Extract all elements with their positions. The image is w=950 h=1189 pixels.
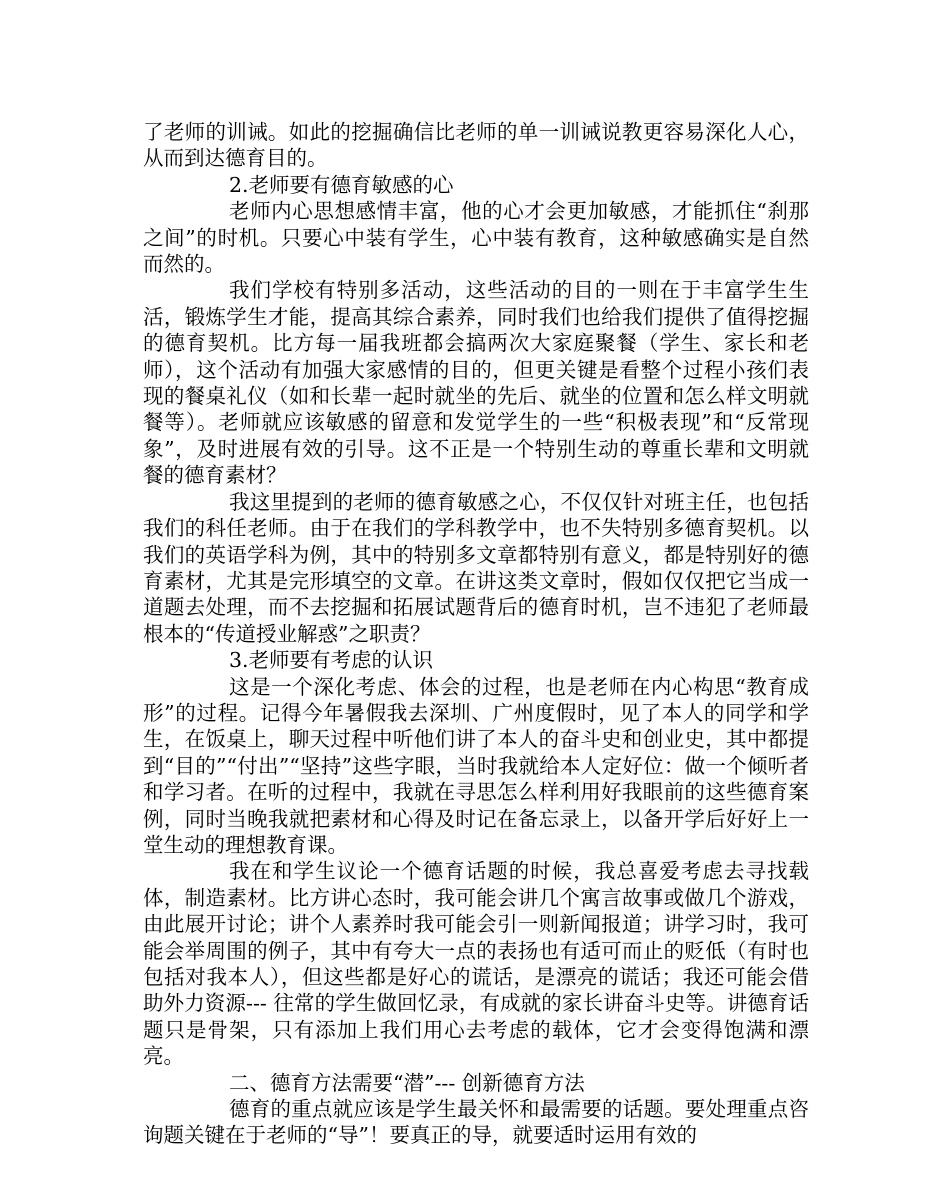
section-heading-reflection: 3.老师要有考虑的认识 bbox=[229, 648, 434, 673]
paragraph-subject-teachers: 我这里提到的老师的德育敏感之心，不仅仅针对班主任，也包括我们的科任老师。由于在我们的学科教学中，也不失特别多德育契机。以我们的英语学科为例，其中的特别多文章都特别有意义，都是特别好的德育素材，尤其是完形填空的文章。在讲这类文章时，假如仅仅把它当成一道题去处理，而不去挖掘和拓展试题背后的德育时机，岂不违犯了老师最根本的“传道授业解惑”之职责？ bbox=[143, 489, 809, 646]
section-heading-innovative-methods: 二、德育方法需要“潜”--- 创新德育方法 bbox=[229, 1070, 585, 1095]
section-heading-sensitive-heart: 2.老师要有德育敏感的心 bbox=[229, 172, 454, 197]
paragraph-discussion-carriers: 我在和学生议论一个德育话题的时候，我总喜爱考虑去寻找载体，制造素材。比方讲心态时，我可能会讲几个寓言故事或做几个游戏，由此展开讨论；讲个人素养时我可能会引一则新闻报道；讲学习时，我可能会举周围的例子，其中有夸大一点的表扬也有适可而止的贬低（有时也包括对我本人），但这些都是好心的谎话，是漂亮的谎话；我还可能会借助外力资源--- 往常的学生做回忆录，有成就的家长讲奋斗史等。讲德育话题只是骨架，只有添加上我们用心去考虑的载体，它才会变得饱满和漂亮。 bbox=[143, 859, 809, 1069]
paragraph-teacher-emotion: 老师内心思想感情丰富，他的心才会更加敏感，才能抓住“刹那之间”的时机。只要心中装有学生，心中装有教育，这种敏感确实是自然而然的。 bbox=[143, 199, 809, 277]
document-page bbox=[143, 119, 809, 1149]
paragraph-continuation: 了老师的训诫。如此的挖掘确信比老师的单一训诫说教更容易深化人心，从而到达德育目的。 bbox=[143, 120, 809, 171]
paragraph-school-activities: 我们学校有特别多活动，这些活动的目的一则在于丰富学生生活，锻炼学生才能，提高其综合素养，同时我们也给我们提供了值得挖掘的德育契机。比方每一届我班都会搞两次大家庭聚餐（学生、家长和老师），这个活动有加强大家感情的目的，但更关键是看整个过程小孩们表现的餐桌礼仪（如和长辈一起时就坐的先后、就坐的位置和怎么样文明就餐等）。老师就应该敏感的留意和发觉学生的一些“积极表现”和“反常现象”，及时进展有效的引导。这不正是一个特别生动的尊重长辈和文明就餐的德育素材？ bbox=[143, 278, 809, 488]
paragraph-moral-focus: 德育的重点就应该是学生最关怀和最需要的话题。要处理重点咨询题关键在于老师的“导”！要真正的导，就要适时运用有效的 bbox=[143, 1097, 809, 1148]
paragraph-reflection-process: 这是一个深化考虑、体会的过程，也是老师在内心构思“教育成形”的过程。记得今年暑假我去深圳、广州度假时，见了本人的同学和学生，在饭桌上，聊天过程中听他们讲了本人的奋斗史和创业史，其中都提到“目的”“付出”“坚持”这些字眼，当时我就给本人定好位：做一个倾听者和学习者。在听的过程中，我就在寻思怎么样利用好我眼前的这些德育案例，同时当晚我就把素材和心得及时记在备忘录上，以备开学后好好上一堂生动的理想教育课。 bbox=[143, 674, 809, 857]
